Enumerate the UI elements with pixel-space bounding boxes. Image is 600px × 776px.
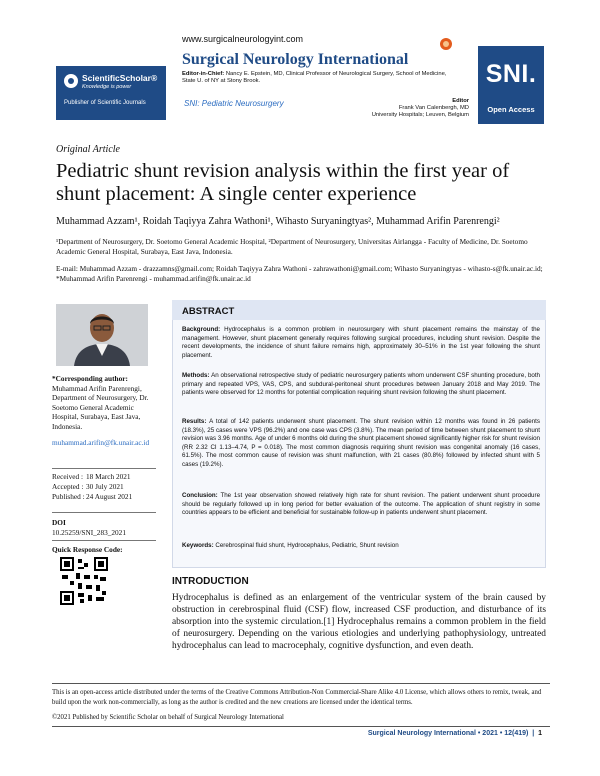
author-emails: E-mail: Muhammad Azzam - drazzamns@gmail.com; Roidah Taqiyya Zahra Wathoni - zahrawathoni@gmail.com; Wihasto Suryaningtyas - wihasto-s@fk.unair.ac.id; *Muhammad Arifin Parenrengi - muhammad.arifin@fk.unair.ac.id	[56, 264, 543, 283]
corresponding-email-link[interactable]: muhammad.arifin@fk.unair.ac.id	[52, 438, 150, 447]
background-label: Background:	[182, 326, 221, 333]
editor-in-chief	[182, 71, 452, 85]
methods-label: Methods:	[182, 372, 210, 379]
footer-divider	[52, 683, 550, 684]
author-portrait-icon	[56, 304, 148, 366]
introduction-heading: INTRODUCTION	[172, 576, 249, 587]
sni-logo-text: SNI.	[485, 60, 537, 88]
journal-header	[0, 0, 600, 136]
doi-block	[52, 518, 162, 537]
corresponding-author-text: Muhammad Arifin Parenrengi, Department of Neurosurgery, Dr. Soetomo General Academic Hospital, Surabaya, East Java, Indonesia.	[52, 383, 149, 431]
author-photo	[56, 304, 148, 366]
editor-in-chief-label: Editor-in-Chief:	[182, 71, 225, 77]
abstract-heading: ABSTRACT	[182, 306, 235, 317]
author-list: Muhammad Azzam¹, Roidah Taqiyya Zahra Wathoni¹, Wihasto Suryaningtyas², Muhammad Arifin Parenrengi²	[56, 216, 500, 227]
section-tag: SNI: Pediatric Neurosurgery	[184, 99, 284, 108]
publisher-tagline: Knowledge is power	[82, 84, 132, 90]
scientific-scholar-logo-icon	[64, 74, 78, 88]
received-label: Received :	[52, 472, 83, 481]
received-date: 18 March 2021	[86, 472, 131, 481]
abstract-methods	[182, 372, 540, 398]
editor-in-chief-text: Nancy E. Epstein, MD, Clinical Professor of Neurological Surgery, School of Medicine, State U. of NY at Stony Brook.	[182, 71, 447, 85]
journal-reference: Surgical Neurology International • 2021 • 12(419)	[367, 730, 529, 737]
sidebar-divider	[52, 468, 156, 469]
article-type: Original Article	[56, 144, 120, 155]
page-number: 1	[538, 730, 542, 737]
corresponding-author	[52, 374, 162, 431]
methods-text: An observational retrospective study of pediatric neurosurgery patients whom underwent CSF shunting procedure, both primary and repeated VPS, VAS, CPS, and subdural-peritoneal shunt procedures between January 2018 and May 2019. The patients were observed for 12 months for potential complication requiring shunt revision following the shunt placement.	[182, 372, 540, 396]
accepted-date: 30 July 2021	[86, 482, 124, 491]
accepted-label: Accepted :	[52, 482, 84, 491]
keywords-text: Cerebrospinal fluid shunt, Hydrocephalus, Pediatric, Shunt revision	[215, 542, 399, 549]
publisher-logo-box[interactable]	[56, 66, 166, 120]
doi-value[interactable]: 10.25259/SNI_283_2021	[52, 527, 126, 537]
results-label: Results:	[182, 418, 207, 425]
journal-title: Surgical Neurology International	[182, 51, 409, 68]
award-badge-icon	[440, 38, 452, 50]
qr-code-icon[interactable]	[60, 557, 108, 605]
publisher-subtitle: Publisher of Scientific Journals	[64, 100, 146, 106]
sidebar-divider	[52, 540, 156, 541]
license-text: This is an open-access article distributed under the terms of the Creative Commons Attribution-Non Commercial-Share Alike 4.0 License, which allows others to remix, tweak, and build upon the work non-commercially, as long as the author is credited and the new creations are licensed under the identical terms.	[52, 689, 542, 706]
journal-url[interactable]: www.surgicalneurologyint.com	[182, 34, 304, 44]
publisher-name: ScientificScholar®	[82, 73, 158, 83]
copyright-text: ©2021 Published by Scientific Scholar on behalf of Surgical Neurology International	[52, 714, 284, 721]
results-text: A total of 142 patients underwent shunt placement. The shunt revision within 12 months was found in 26 patients (18.3%), 25 cases were VPS (96.2%) and one case was CPS (3.8%). The mean period of time between shunt placement to shunt revision was 3.96 months. Age of under 6 months old during the shunt placement showed significantly higher risk for shunt revision (RR 2.32 CI 1.13–4.74, P = 0.018). The most common diagnosis requiring shunt revision was congenital anomaly (16 cases, 61.5%). The most common cause of revision was shunt malfunction, with 21 cases (80.8%) followed by infected shunt with 5 cases (19.2%).	[182, 418, 540, 468]
abstract-results	[182, 418, 540, 469]
affiliations: ¹Department of Neurosurgery, Dr. Soetomo General Academic Hospital, ²Department of Neurosurgery, Universitas Airlangga - Faculty of Medicine, Dr. Soetomo Academic General Hospital, Surabaya, East Java, Indonesia.	[56, 237, 528, 256]
editor-label: Editor	[452, 98, 469, 104]
doi-label: DOI	[52, 518, 66, 527]
conclusion-text: The 1st year observation showed relatively high rate for shunt revision. The patient underwent shunt procedure should be regularly followed up in long period for better evaluation of the outcome. The application of shunt registry in some countries appears to be efficient and beneficial for sustainable follow-up in patients underwent shunt placement.	[182, 492, 541, 516]
corresponding-author-label: *Corresponding author:	[52, 374, 128, 383]
published-label: Published :	[52, 492, 85, 501]
footer-divider	[52, 726, 550, 727]
article-title: Pediatric shunt revision analysis within the first year of shunt placement: A single center experience	[56, 160, 510, 205]
article-dates	[52, 472, 162, 502]
open-access-label: Open Access	[487, 105, 535, 114]
editor-affiliation: University Hospitals; Leuven, Belgium	[371, 112, 469, 118]
background-text: Hydrocephalus is a common problem in neurosurgery with shunt placement remains the mainstay of the management. However, shunt placement generally requires following surgical procedures, including shunt revision. Despite the recent developments, the incidence of shunt failure remains high, approximately 30–51% in the 1st year following the shunt placement.	[182, 326, 540, 359]
published-date: 24 August 2021	[86, 492, 133, 501]
keywords-label: Keywords:	[182, 542, 214, 549]
introduction-body: Hydrocephalus is defined as an enlargement of the ventricular system of the brain caused by obstruction in cerebrospinal fluid (CSF) flow, increased CSF production, and disturbance of its absorption into the systemic circulation.[1] Hydrocephalus remains a common problem in the field of neurosurgery. Depending on the various etiologies and underlying pathophysiology, untreated hydrocephalus can lead to macrocephaly, cognitive dysfunction, and even death.	[172, 593, 546, 651]
abstract-conclusion	[182, 492, 540, 518]
editor-name: Frank Van Calenbergh, MD	[398, 105, 469, 111]
sidebar-divider	[52, 512, 156, 513]
abstract-background	[182, 326, 540, 360]
conclusion-label: Conclusion:	[182, 492, 218, 499]
sni-logo	[478, 46, 544, 124]
qr-label: Quick Response Code:	[52, 545, 123, 554]
page-footer: Surgical Neurology International • 2021 • 12(419) | 1	[367, 730, 542, 737]
abstract-keywords	[182, 542, 540, 551]
section-editor	[360, 98, 469, 119]
